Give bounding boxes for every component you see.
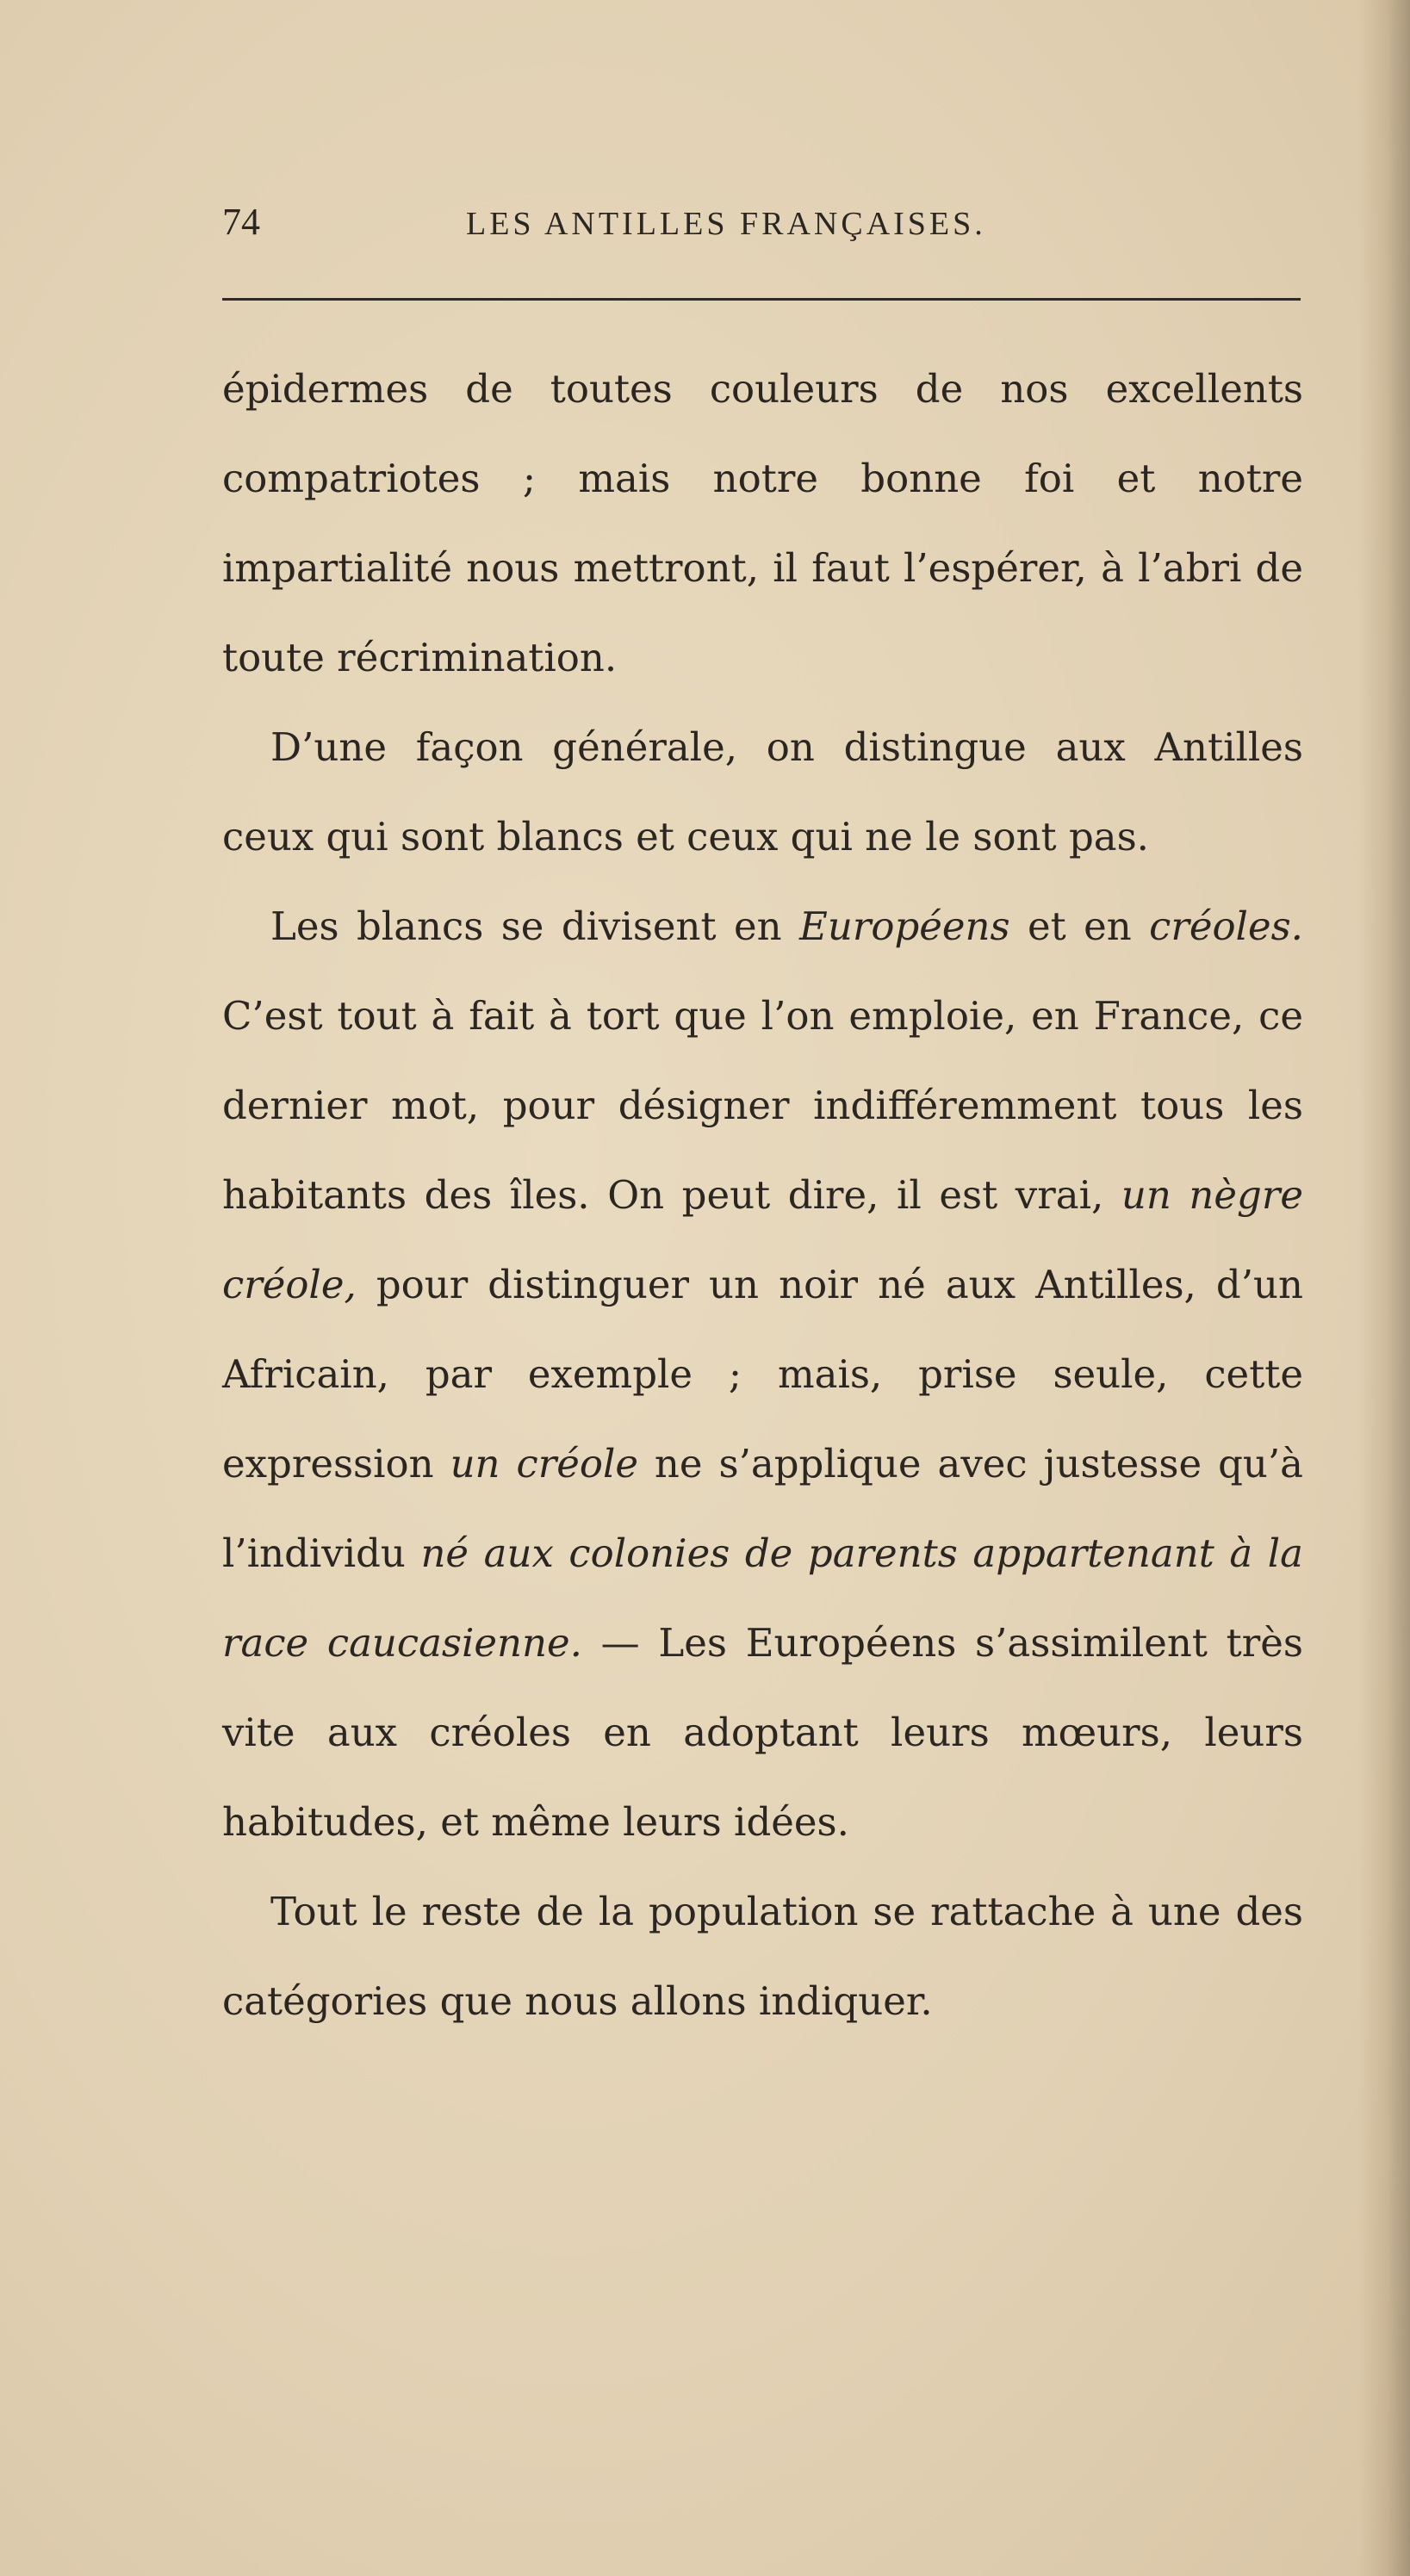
page-header [222, 196, 1299, 257]
paragraph-3-text-c: et en [1009, 903, 1150, 949]
paragraph-3-text-i: ne s’applique avec justesse qu’à l’individu [222, 1441, 1303, 1576]
paragraph-3-italic-creoles: créoles. [1149, 903, 1303, 949]
paragraph-3-italic-un-creole: un créole [450, 1441, 638, 1487]
paragraph-3-italic-europeens: Européens [799, 903, 1010, 949]
paragraph-3-text-e: C’est tout à fait à tort que l’on emploie, en France, ce dernier mot, pour désigner indifféremment tous les habitants des îles. On peut dire, il est vrai, [222, 993, 1303, 1218]
header-rule [222, 298, 1301, 301]
paragraph-3-text-a: Les blancs se divisent en [270, 903, 800, 949]
page-number: 74 [222, 201, 260, 243]
body-text [222, 345, 1303, 2046]
paragraph-3-text-g: pour distinguer un noir né aux Antilles, d’un Africain, par exemple ; mais, prise seule, cette expression [222, 1262, 1303, 1487]
paragraph-2: D’une façon générale, on distingue aux Antilles ceux qui sont blancs et ceux qui ne le sont pas. [222, 724, 1303, 860]
page-edge-shadow [1358, 0, 1410, 2576]
paragraph-1: épidermes de toutes couleurs de nos excellents compatriotes ; mais notre bonne foi et notre impartialité nous mettront, il faut l’espérer, à l’abri de toute récrimination. [222, 366, 1303, 680]
paragraph-4: Tout le reste de la population se rattache à une des catégories que nous allons indiquer. [222, 1889, 1303, 2024]
paragraph-3-italic-negre-creole: un nègre créole, [222, 1172, 1303, 1307]
paragraph-3 [222, 882, 1303, 1867]
paragraph-3-italic-definition: né aux colonies de parents appartenant à la race caucasienne. [222, 1530, 1303, 1666]
running-title: LES ANTILLES FRANÇAISES. [466, 206, 986, 242]
paragraph-3-text-k: — Les Européens s’assimilent très vite aux créoles en adoptant leurs mœurs, leurs habitudes, et même leurs idées. [222, 1620, 1303, 1845]
